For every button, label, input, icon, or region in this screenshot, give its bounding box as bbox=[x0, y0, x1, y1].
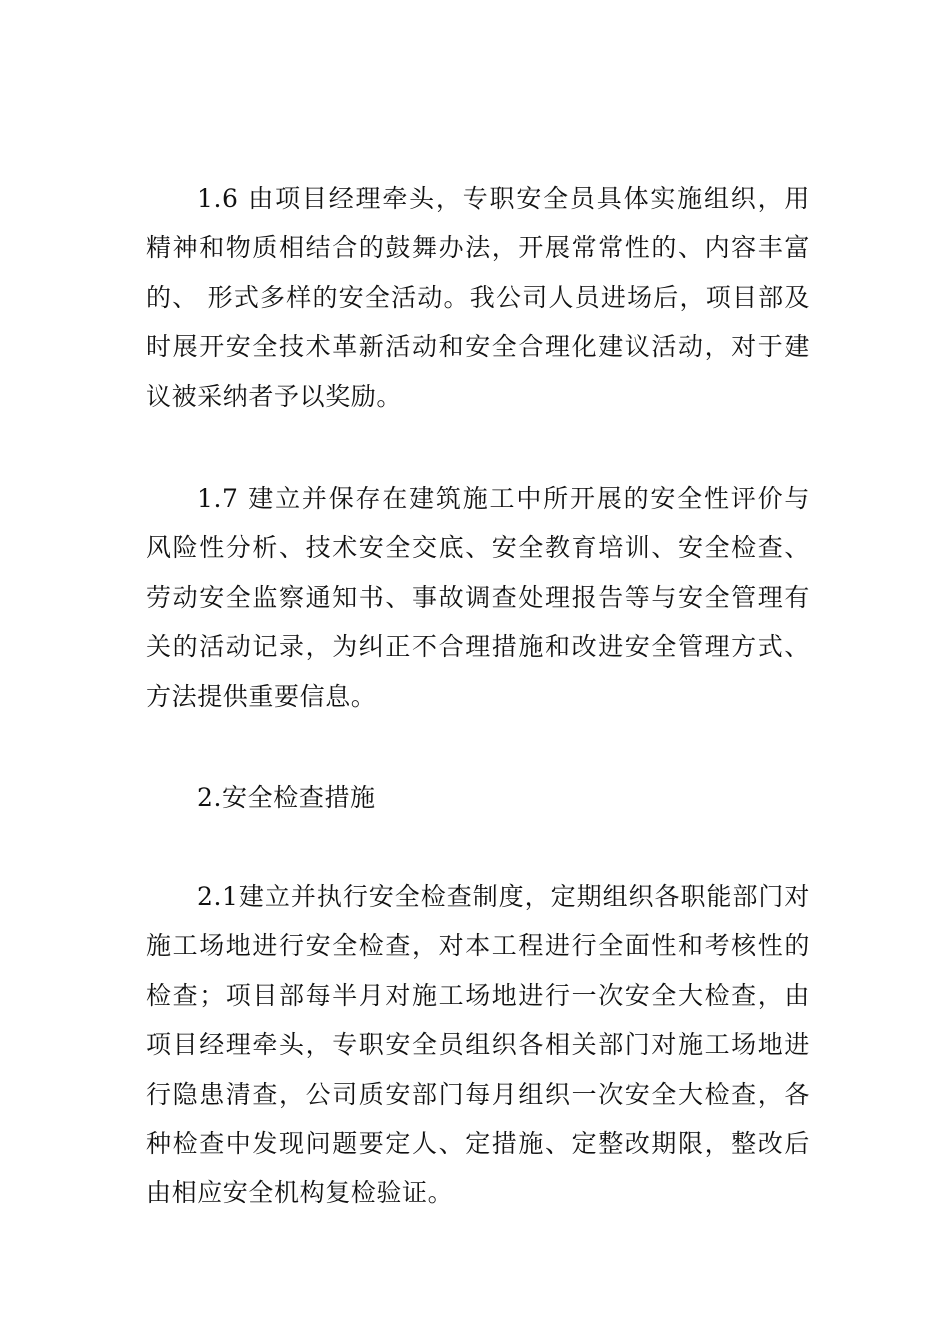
paragraph-1-7: 1.7 建立并保存在建筑施工中所开展的安全性评价与风险性分析、技术安全交底、安全教育培训、安全检查、劳动安全监察通知书、事故调查处理报告等与安全管理有关的活动记录，为纠正不合理措施和改进安全管理方式、方法提供重要信息。 bbox=[146, 484, 810, 711]
paragraph-2-1: 2.1建立并执行安全检查制度，定期组织各职能部门对施工场地进行安全检查，对本工程进行全面性和考核性的检查；项目部每半月对施工场地进行一次安全大检查，由项目经理牵头，专职安全员组织各相关部门对施工场地进行隐患清查，公司质安部门每月组织一次安全大检查，各种检查中发现问题要定人、定措施、定整改期限，整改后由相应安全机构复检验证。 bbox=[146, 882, 810, 1208]
paragraph-1-6: 1.6 由项目经理牵头，专职安全员具体实施组织，用精神和物质相结合的鼓舞办法，开展常常性的、内容丰富的、 形式多样的安全活动。我公司人员进场后，项目部及时展开安全技术革新活动和安全合理化建议活动，对于建议被采纳者予以奖励。 bbox=[146, 184, 810, 411]
section-2-heading: 2.安全检查措施 bbox=[197, 783, 376, 812]
